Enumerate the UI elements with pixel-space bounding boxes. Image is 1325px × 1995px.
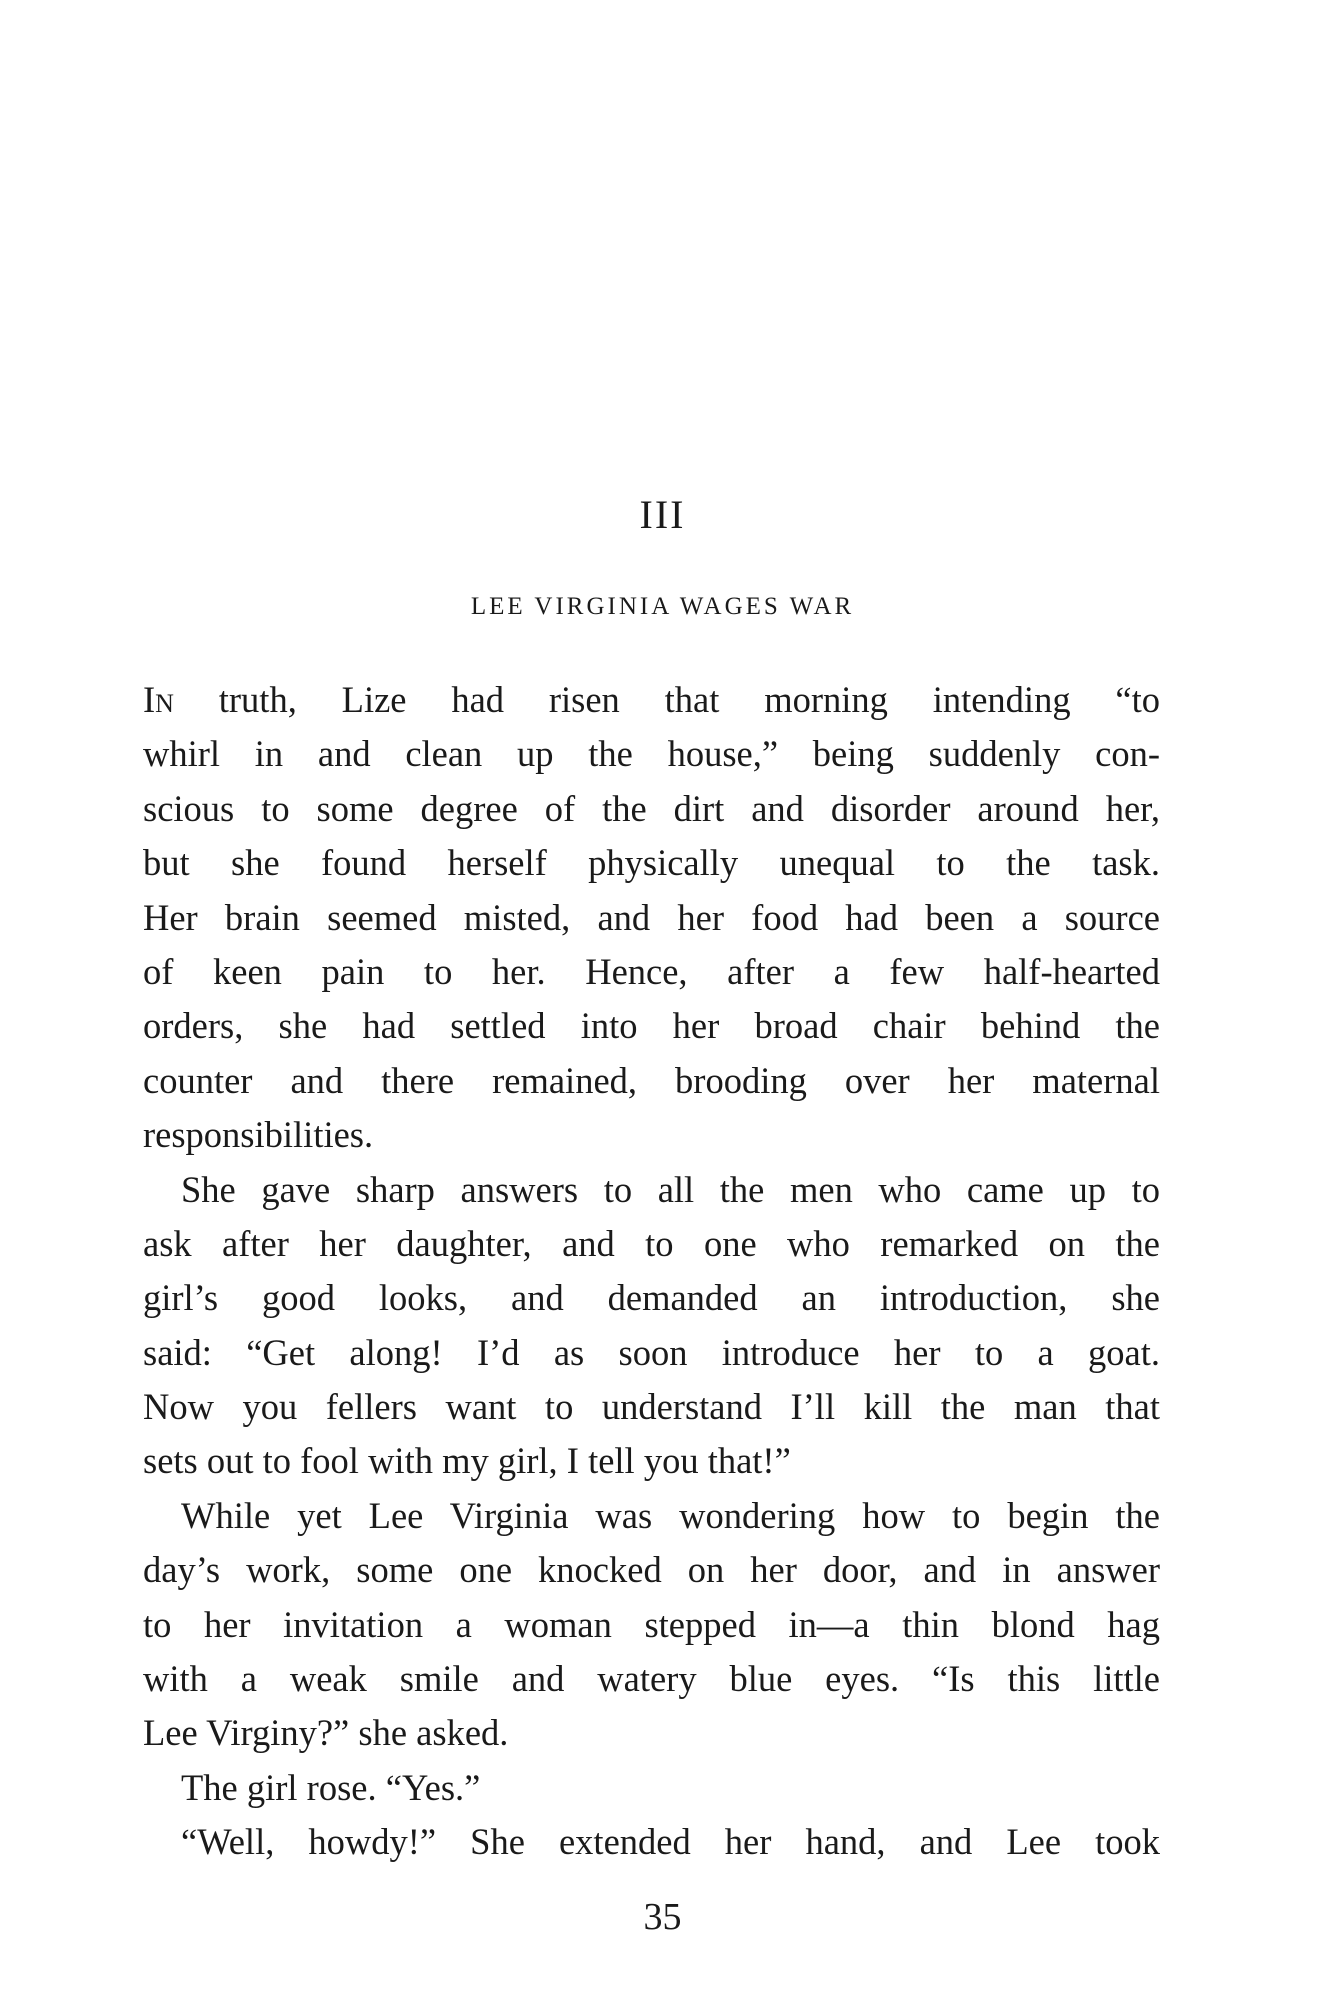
text-line: whirl in and clean up the house,” being suddenly con-	[143, 733, 1160, 775]
text-line: girl’s good looks, and demanded an introduction, she	[143, 1277, 1160, 1319]
text-line: Her brain seemed misted, and her food had been a source	[143, 896, 1160, 938]
text-line: counter and there remained, brooding over her maternal	[143, 1059, 1160, 1101]
text-line: with a weak smile and watery blue eyes. “Is this little	[143, 1658, 1160, 1700]
text-line: scious to some degree of the dirt and disorder around her,	[143, 787, 1160, 829]
text-line: ask after her daughter, and to one who remarked on the	[143, 1222, 1160, 1264]
text-line: responsibilities.	[143, 1114, 374, 1156]
text-line: orders, she had settled into her broad chair behind the	[143, 1005, 1160, 1047]
text-line: but she found herself physically unequal to the task.	[143, 842, 1160, 884]
text-line: Now you fellers want to understand I’ll kill the man that	[143, 1386, 1160, 1428]
page-number: 35	[643, 1896, 682, 1938]
text-line: While yet Lee Virginia was wondering how to begin the	[181, 1494, 1160, 1536]
body-text	[143, 673, 1160, 1870]
text-line: “Well, howdy!” She extended her hand, and Lee took	[181, 1821, 1160, 1863]
text-line: to her invitation a woman stepped in—a thin blond hag	[143, 1603, 1160, 1645]
text-line: Lee Virginy?” she asked.	[143, 1712, 509, 1754]
text-line: She gave sharp answers to all the men who came up to	[181, 1168, 1160, 1210]
text-line: sets out to fool with my girl, I tell you that!”	[143, 1440, 791, 1482]
text-line: of keen pain to her. Hence, after a few half-hearted	[143, 950, 1160, 992]
drop-word: In	[143, 679, 174, 720]
text-line: said: “Get along! I’d as soon introduce her to a goat.	[143, 1331, 1160, 1373]
text-line: In truth, Lize had risen that morning intending “to	[143, 679, 1160, 720]
chapter-number: III	[639, 492, 686, 537]
text-line: The girl rose. “Yes.”	[181, 1766, 481, 1808]
text-line: day’s work, some one knocked on her door, and in answer	[143, 1549, 1160, 1591]
chapter-title: LEE VIRGINIA WAGES WAR	[470, 593, 855, 620]
